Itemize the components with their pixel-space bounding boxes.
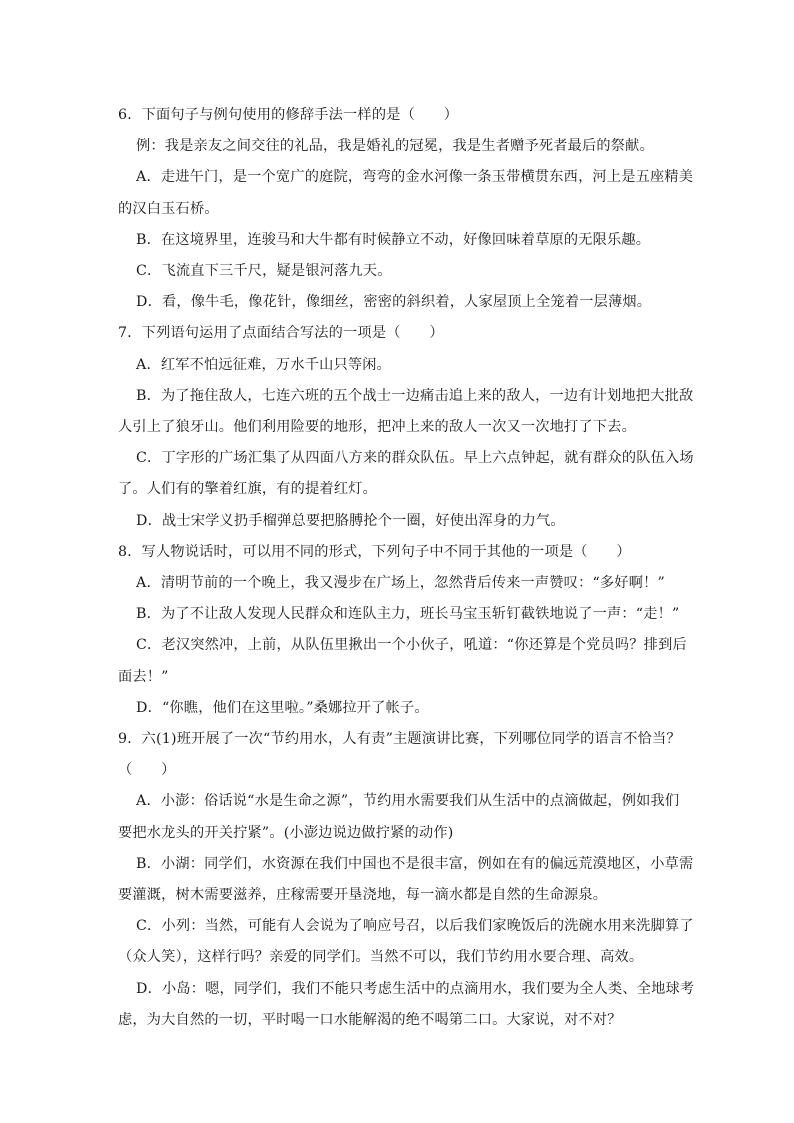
question-line: A．红军不怕远征难，万水千山只等闲。 — [136, 356, 392, 373]
question-line: B．小湖：同学们，水资源在我们中国也不是很丰富，例如在有的偏远荒漠地区，小草需 — [136, 855, 694, 872]
question-7 — [118, 318, 694, 536]
question-list — [118, 100, 695, 1036]
question-line: C．丁字形的广场汇集了从四面八方来的群众队伍。早上六点钟起，就有群众的队伍入场 — [136, 450, 694, 467]
question-line: 了。人们有的擎着红旗，有的提着红灯。 — [118, 481, 377, 498]
question-line: A．清明节前的一个晚上，我又漫步在广场上，忽然背后传来一声赞叹：“多好啊！” — [136, 575, 665, 592]
question-line: C．飞流直下三千尺，疑是银河落九天。 — [136, 263, 392, 280]
question-line: D．战士宋学义扔手榴弹总要把胳膊抡个一圈，好使出浑身的力气。 — [136, 512, 565, 529]
question-6 — [118, 100, 694, 318]
question-line: D．“你瞧，他们在这里啦。”桑娜拉开了帐子。 — [136, 699, 429, 716]
question-line: （众人笑），这样行吗？亲爱的同学们。当然不可以，我们节约用水要合理、高效。 — [118, 949, 644, 966]
question-line: C．小列：当然，可能有人会说为了响应号召，以后我们家晚饭后的洗碗水用来洗脚算了 — [136, 918, 694, 935]
question-line: 面去！” — [118, 668, 169, 685]
question-line: 要把水龙头的开关拧紧”。(小澎边说边做拧紧的动作) — [118, 824, 454, 841]
question-line: 要灌溉，树木需要滋养，庄稼需要开垦浇地，每一滴水都是自然的生命源泉。 — [118, 887, 608, 904]
question-line: A．走进午门，是一个宽广的庭院，弯弯的金水河像一条玉带横贯东西，河上是五座精美 — [136, 169, 694, 186]
question-line: C．老汉突然冲，上前，从队伍里揪出一个小伙子，吼道：“你还算是个党员吗？排到后 — [136, 637, 687, 654]
question-stem: 6．下面句子与例句使用的修辞手法一样的是（ ） — [118, 107, 459, 123]
question-9 — [118, 724, 695, 1036]
question-8 — [118, 537, 687, 724]
question-line: 人引上了狼牙山。他们利用险要的地形，把冲上来的敌人一次又一次地打了下去。 — [118, 419, 636, 436]
question-line: D．看，像牛毛，像花针，像细丝，密密的斜织着，人家屋顶上全笼着一层薄烟。 — [136, 294, 652, 311]
question-line: B．为了拖住敌人，七连六班的五个战士一边痛击追上来的敌人，一边有计划地把大批敌 — [136, 387, 694, 404]
question-line: 虑，为大自然的一切，平时喝一口水能解渴的绝不喝第二口。大家说，对不对？ — [118, 1011, 622, 1028]
question-stem: 9．六(1)班开展了一次“节约用水，人有责”主题演讲比赛，下列哪位同学的语言不恰当？ — [118, 731, 681, 748]
question-line: 的汉白玉石桥。 — [118, 200, 219, 217]
question-line: A．小澎：俗话说“水是生命之源”，节约用水需要我们从生活中的点滴做起，例如我们 — [136, 793, 680, 810]
question-stem: 8．写人物说话时，可以用不同的形式，下列句子中不同于其他的一项是（ ） — [118, 543, 631, 560]
question-line: D．小岛：嗯，同学们，我们不能只考虑生活中的点滴用水，我们要为全人类、全地球考 — [136, 980, 695, 997]
question-stem: 7．下列语句运用了点面结合写法的一项是（ ） — [118, 325, 444, 342]
question-line: B．在这境界里，连骏马和大牛都有时候静立不动，好像回味着草原的无限乐趣。 — [136, 231, 651, 248]
question-line: （ ） — [118, 762, 176, 779]
question-line: 例：我是亲友之间交往的礼品，我是婚礼的冠冕，我是生者赠予死者最后的祭献。 — [136, 138, 654, 155]
question-line: B．为了不让敌人发现人民群众和连队主力，班长马宝玉斩钉截铁地说了一声：“走！” — [136, 606, 680, 623]
